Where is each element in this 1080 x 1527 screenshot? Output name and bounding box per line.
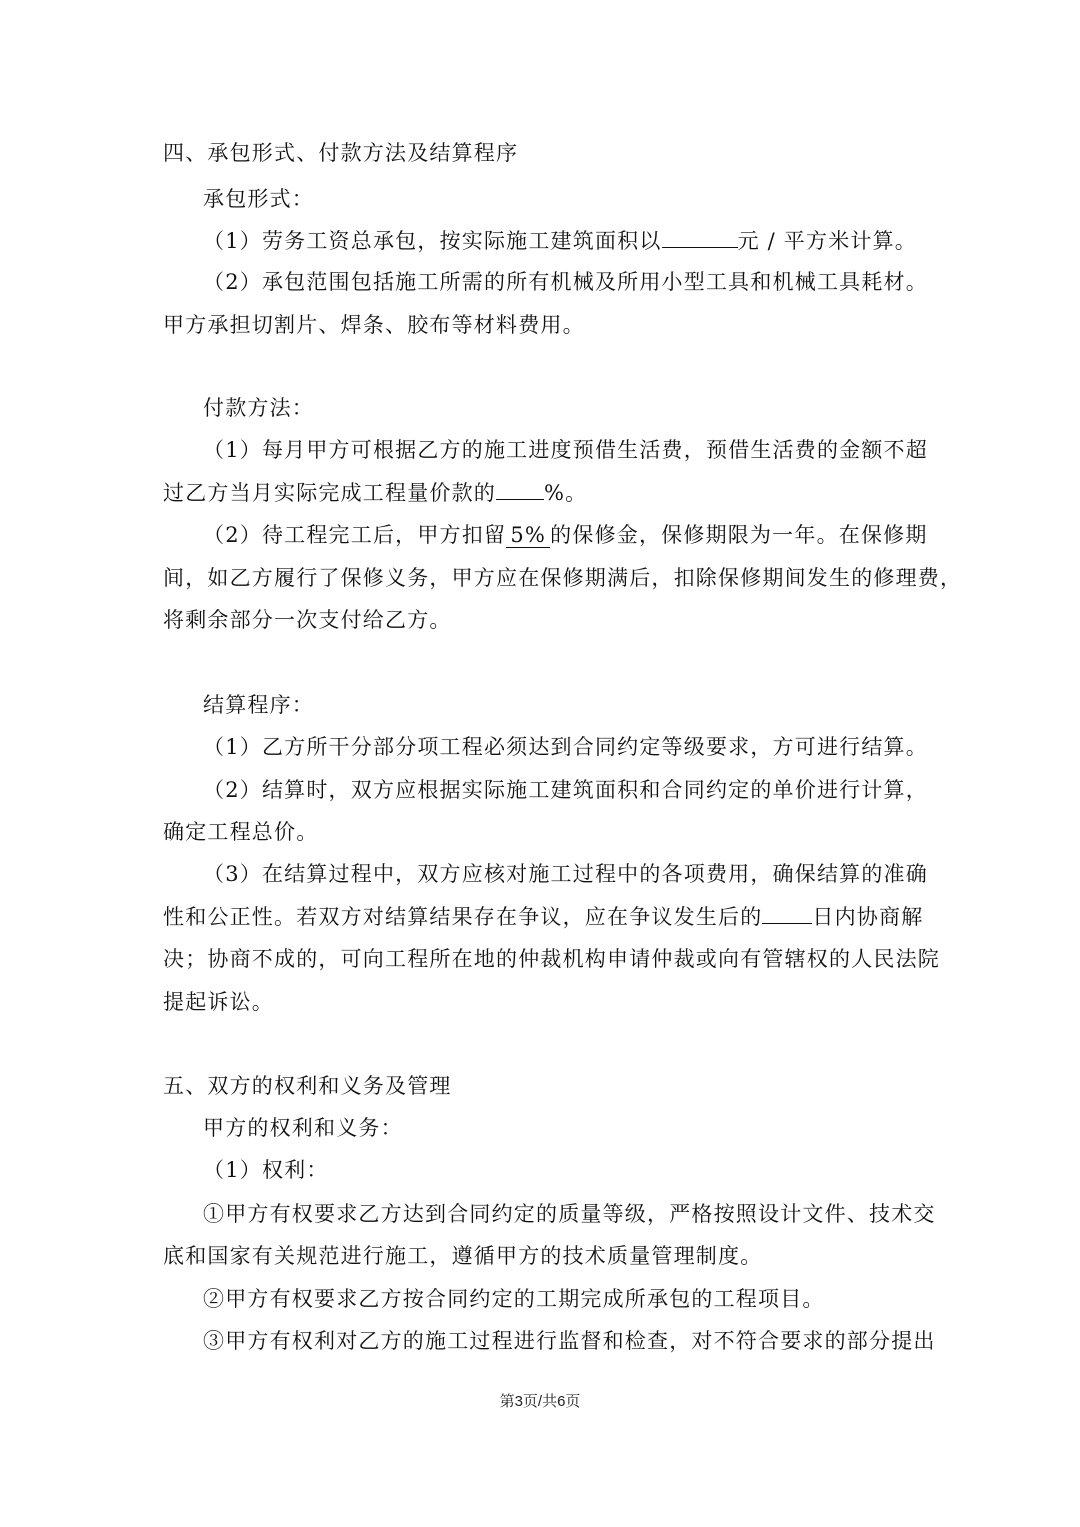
settlement-item3-line1: （3）在结算过程中，双方应核对施工过程中的各项费用，确保结算的准确 [203, 862, 928, 886]
advance-percent-blank [496, 499, 544, 500]
right1-line2: 底和国家有关规范进行施工，遵循甲方的技术质量管理制度。 [163, 1244, 763, 1268]
contract-form-item2-line2: 甲方承担切割片、焊条、胶布等材料费用。 [163, 313, 585, 337]
party-a-heading: 甲方的权利和义务： [203, 1116, 403, 1140]
contract-form-item1-unit: 元 / 平方米计算。 [737, 229, 917, 253]
settlement-item2-line2: 确定工程总价。 [163, 820, 319, 844]
settlement-item3-line4: 提起诉讼。 [163, 990, 274, 1014]
settlement-item3-line3: 决；协商不成的，可向工程所在地的仲裁机构申请仲裁或向有管辖权的人民法院 [163, 947, 940, 971]
right2: ②甲方有权要求乙方按合同约定的工期完成所承包的工程项目。 [203, 1287, 825, 1311]
payment-item1-line2 [163, 478, 1080, 508]
payment-item1-line1: （1）每月甲方可根据乙方的施工进度预借生活费，预借生活费的金额不超 [203, 438, 928, 462]
section5-title: 五、双方的权利和义务及管理 [163, 1074, 452, 1098]
contract-form-item1 [203, 226, 1080, 256]
unit-price-blank [662, 247, 738, 248]
negotiation-days-blank [762, 923, 812, 924]
settlement-item3-line2 [163, 902, 1080, 932]
right3-line1: ③甲方有权利对乙方的施工过程进行监督和检查，对不符合要求的部分提出 [203, 1329, 936, 1353]
payment-item1-percent: %。 [544, 481, 588, 505]
payment-item2-text-post: 的保修金，保修期限为一年。在保修期 [550, 523, 928, 547]
contract-form-item1-text: （1）劳务工资总承包，按实际施工建筑面积以 [203, 229, 662, 253]
settlement-item3-text: 性和公正性。若双方对结算结果存在争议，应在争议发生后的 [163, 905, 763, 929]
settlement-item3-text-post: 日内协商解 [812, 905, 924, 929]
settlement-item2-line1: （2）结算时，双方应根据实际施工建筑面积和合同约定的单价进行计算， [203, 778, 928, 802]
settlement-heading: 结算程序： [203, 693, 314, 717]
payment-item2-line3: 将剩余部分一次支付给乙方。 [163, 608, 452, 632]
retention-percent: 5% [506, 523, 550, 548]
contract-form-heading: 承包形式： [203, 187, 314, 211]
right1-line1: ①甲方有权要求乙方达到合同约定的质量等级，严格按照设计文件、技术交 [203, 1202, 936, 1226]
payment-item1-text: 过乙方当月实际完成工程量价款的 [163, 481, 496, 505]
settlement-item1: （1）乙方所干分部分项工程必须达到合同约定等级要求，方可进行结算。 [203, 735, 928, 759]
payment-item2-line2: 间，如乙方履行了保修义务，甲方应在保修期满后，扣除保修期间发生的修理费， [163, 566, 963, 590]
payment-heading: 付款方法： [203, 396, 314, 420]
payment-item2-line1 [203, 520, 1080, 550]
contract-form-item2-line1: （2）承包范围包括施工所需的所有机械及所用小型工具和机械工具耗材。 [203, 270, 928, 294]
page-footer: 第3页/共6页 [499, 1393, 581, 1410]
payment-item2-text: （2）待工程完工后，甲方扣留 [203, 523, 507, 547]
rights-heading: （1）权利： [203, 1158, 329, 1182]
section4-title: 四、承包形式、付款方法及结算程序 [163, 141, 519, 165]
